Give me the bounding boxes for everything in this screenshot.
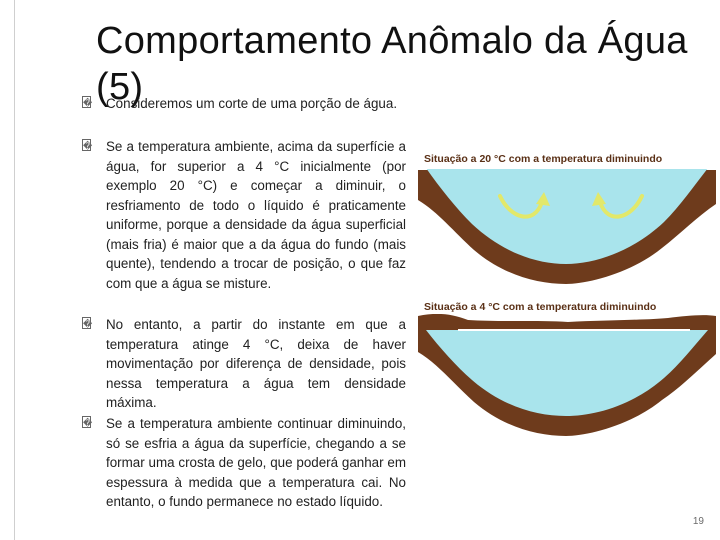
- bullet-text: No entanto, a partir do instante em que a temperatura atinge 4 °C, deixa de haver movimentação por diferença de densidade, pois nessa temperatura a água tem densidade máxima.: [106, 317, 406, 410]
- bullet-marker-icon: �: [83, 98, 93, 108]
- water: [426, 330, 708, 416]
- bullet-marker-icon: �: [83, 319, 93, 329]
- left-border: [0, 0, 15, 540]
- figure-caption-20c: Situação a 20 °C com a temperatura diminuindo: [424, 153, 663, 165]
- figure-20c: [418, 146, 716, 286]
- bullet-marker-icon: �: [83, 418, 93, 428]
- bullet-text: Se a temperatura ambiente continuar diminuindo, só se esfria a água da superfície, chegando a se formar uma crosta de gelo, que poderá ganhar em espessura à medida que a temperatura cai. No entanto, o fundo permanece no estado líquido.: [106, 416, 406, 509]
- bullet-text: Se a temperatura ambiente, acima da superfície a água, for superior a 4 °C inicialmente (por exemplo 20 °C) e começar a diminuir, o resfriamento de todo o líquido é praticamente uniforme, porque a densidade da água superficial (mais fria) é maior que a da água do fundo (mais quente), tendendo a trocar de posição, o que faz com que a água se misture.: [106, 139, 406, 291]
- bullet-text: Consideremos um corte de uma porção de água.: [106, 96, 398, 111]
- bullet-marker-icon: �: [83, 141, 93, 151]
- page-number: 19: [692, 516, 704, 527]
- water: [426, 168, 708, 264]
- figure-4c: [418, 294, 716, 440]
- slide-title: Comportamento Anômalo da Água (5): [96, 20, 688, 108]
- figure-caption-4c: Situação a 4 °C com a temperatura diminuindo: [424, 301, 657, 313]
